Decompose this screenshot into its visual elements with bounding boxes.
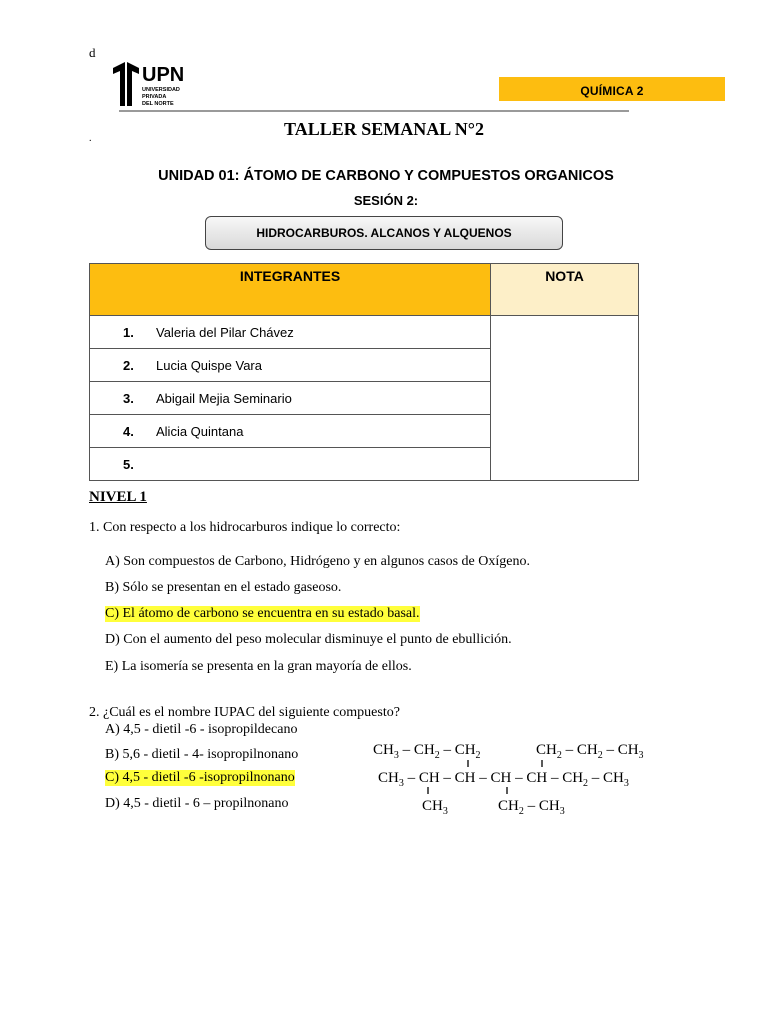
member-row	[90, 415, 491, 448]
q2-option-a: A) 4,5 - dietil -6 - isopropildecano	[105, 722, 298, 737]
logo-sub-1: UNIVERSIDAD	[142, 87, 180, 93]
formula-bottom-right: $CH_2 - CH_3$	[498, 798, 565, 817]
member-number: 4.	[123, 423, 134, 439]
q1-option-d: D) Con el aumento del peso molecular disminuye el punto de ebullición.	[105, 632, 512, 647]
member-row	[90, 382, 491, 415]
q2-option-b: B) 5,6 - dietil - 4- isopropilnonano	[105, 747, 299, 762]
member-name: Lucia Quispe Vara	[156, 357, 262, 373]
member-number: 1.	[123, 324, 134, 340]
stray-mark: d	[89, 45, 96, 60]
q1-option-c: C) El átomo de carbono se encuentra en su estado basal.	[105, 606, 420, 621]
level-heading: NIVEL 1	[89, 489, 147, 505]
member-row	[90, 349, 491, 382]
question-2: 2. ¿Cuál es el nombre IUPAC del siguiente compuesto?	[89, 705, 400, 720]
formula-bottom-left: $CH_3$	[422, 798, 448, 817]
formula-top-left: $CH_3 - CH_2 - CH_2$	[373, 742, 481, 761]
upn-logo	[111, 62, 211, 112]
logo-wordmark: UPN	[142, 64, 185, 86]
member-number: 3.	[123, 390, 134, 406]
grade-cell[interactable]	[491, 316, 639, 481]
structural-formula	[370, 736, 670, 822]
member-number: 5.	[123, 456, 134, 472]
question-1: 1. Con respecto a los hidrocarburos indique lo correcto:	[89, 520, 401, 535]
subject-label: QUÍMICA 2	[580, 84, 644, 98]
unit-title: UNIDAD 01: ÁTOMO DE CARBONO Y COMPUESTOS ORGANICOS	[158, 168, 614, 184]
session-label: SESIÓN 2:	[353, 193, 419, 208]
q1-option-e: E) La isomería se presenta en la gran mayoría de ellos.	[105, 659, 412, 674]
formula-top-right: $CH_2 - CH_2 - CH_3$	[536, 742, 644, 761]
member-row	[90, 316, 491, 349]
member-number: 2.	[123, 357, 134, 373]
member-row	[90, 448, 491, 481]
logo-sub-3: DEL NORTE	[142, 101, 174, 107]
members-table	[89, 263, 639, 481]
subject-banner	[499, 77, 725, 101]
topic-box	[205, 216, 563, 250]
members-header: INTEGRANTES	[90, 264, 491, 316]
q1-option-a: A) Son compuestos de Carbono, Hidrógeno y en algunos casos de Oxígeno.	[105, 554, 530, 569]
logo-sub-2: PRIVADA	[142, 94, 167, 100]
grade-header: NOTA	[491, 264, 639, 316]
formula-main-chain: $CH_3$ – CH – CH – CH – CH – $CH_2 - CH_3$	[378, 770, 629, 789]
stray-dot: .	[89, 133, 92, 144]
q1-option-b: B) Sólo se presentan en el estado gaseoso.	[105, 580, 342, 595]
member-name: Valeria del Pilar Chávez	[156, 324, 294, 340]
topic-label: HIDROCARBUROS. ALCANOS Y ALQUENOS	[256, 226, 512, 240]
q2-option-c: C) 4,5 - dietil -6 -isopropilnonano	[105, 770, 295, 785]
q2-option-d: D) 4,5 - dietil - 6 – propilnonano	[105, 796, 289, 811]
page-title: TALLER SEMANAL N°2	[284, 119, 484, 139]
member-name: Abigail Mejia Seminario	[156, 390, 292, 406]
header-rule	[119, 110, 629, 112]
member-name: Alicia Quintana	[156, 423, 244, 439]
